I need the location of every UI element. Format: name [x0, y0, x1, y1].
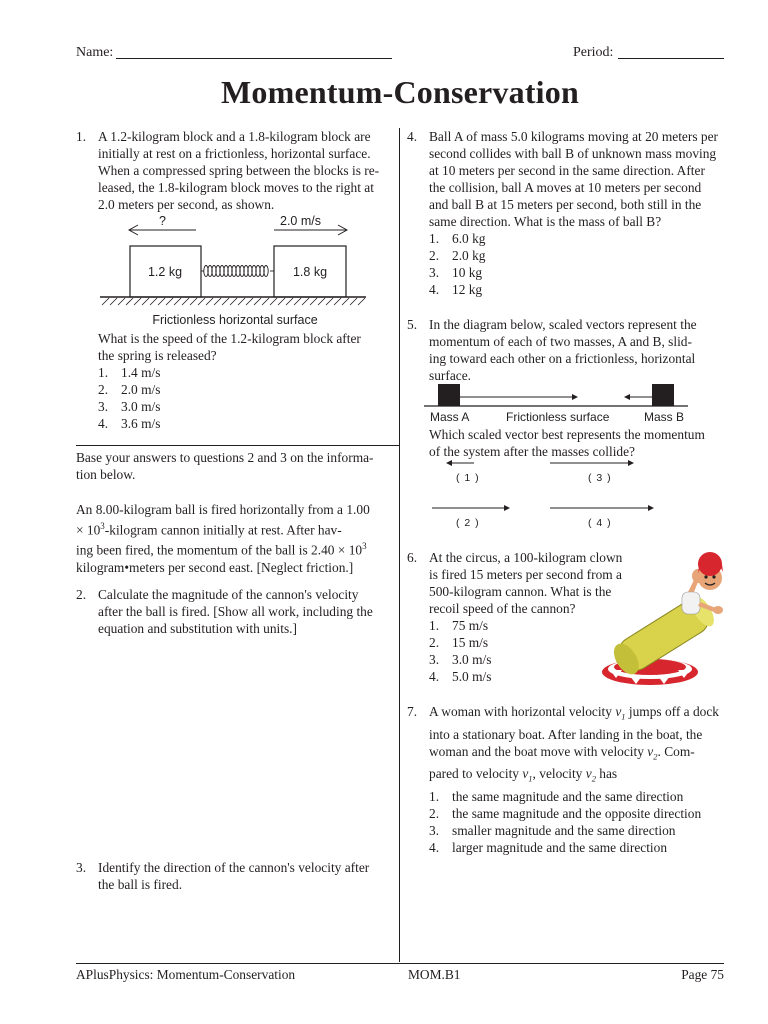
- q6-choice[interactable]: 2. 15 m/s: [429, 635, 489, 650]
- q5-vector-choices[interactable]: [424, 456, 664, 532]
- q5-line: ing toward each other on a frictionless, horizontal: [429, 351, 696, 366]
- q5-line: In the diagram below, scaled vectors represent the: [429, 317, 697, 332]
- q3-answer-space[interactable]: [98, 896, 392, 956]
- q1-spring-diagram: [96, 210, 376, 330]
- q6-choice[interactable]: 4. 5.0 m/s: [429, 669, 492, 684]
- footer-center: MOM.B1: [408, 967, 461, 982]
- compressed-spring: [201, 266, 274, 277]
- q1-question-line: the spring is released?: [98, 348, 217, 363]
- name-blank[interactable]: [116, 58, 392, 59]
- q6-line: recoil speed of the cannon?: [429, 601, 576, 616]
- info-line: ing been fired, the momentum of the ball is $2.40 \times 10^3$: [76, 541, 367, 558]
- vector-choice-1-head: [446, 460, 452, 466]
- mass-b-block: [652, 384, 674, 406]
- q1-choice[interactable]: 1. 1.4 m/s: [98, 365, 161, 380]
- helmet: [698, 552, 722, 576]
- q4-choice[interactable]: 1. 6.0 kg: [429, 231, 486, 246]
- right-block-label: 1.8 kg: [292, 265, 328, 279]
- q7-line: A woman with horizontal velocity $v_1$ jumps off a dock: [429, 704, 720, 722]
- vector-label-3: ( 3 ): [588, 472, 612, 484]
- q2-line: equation and substitution with units.]: [98, 621, 297, 636]
- q7-line: woman and the boat move with velocity $v_2$. Com-: [429, 743, 695, 762]
- mass-b-arrowhead: [624, 394, 630, 400]
- q6-choice[interactable]: 3. 3.0 m/s: [429, 652, 492, 667]
- mass-a-block: [438, 384, 460, 406]
- q1-question: [98, 330, 394, 432]
- q6-number: 6.: [407, 550, 418, 565]
- q4-line: at 10 meters per second in the same direction. After: [429, 163, 705, 178]
- footer-rule: [76, 963, 724, 964]
- info-line: × $10^3$-kilogram cannon initially at rest. After hav-: [76, 521, 342, 538]
- q5-question-line: of the system after the masses collide?: [429, 444, 635, 459]
- q4-choice[interactable]: 2. 2.0 kg: [429, 248, 486, 263]
- shared-intro: [76, 449, 392, 483]
- q7-number: 7.: [407, 704, 418, 719]
- info-line: An 8.00-kilogram ball is fired horizontally from a 1.00: [76, 502, 370, 517]
- period-label: Period:: [573, 45, 614, 60]
- shared-info: [76, 501, 392, 576]
- q6-line: 500-kilogram cannon. What is the: [429, 584, 612, 599]
- column-divider: [399, 128, 400, 962]
- q4-line: same direction. What is the mass of ball B?: [429, 214, 662, 229]
- vector-choice-3-head: [628, 460, 634, 466]
- q1-number: 1.: [76, 129, 87, 144]
- info-line: kilogram•meters per second east. [Neglect friction.]: [76, 559, 354, 575]
- q5-line: momentum of each of two masses, A and B, slid-: [429, 334, 692, 349]
- left-arrow-label: ?: [159, 214, 166, 228]
- period-blank[interactable]: [618, 58, 724, 59]
- q4-number: 4.: [407, 129, 418, 144]
- surface-label: Frictionless horizontal surface: [152, 313, 318, 327]
- footer-left: APlusPhysics: Momentum-Conservation: [76, 967, 296, 982]
- q1-line: leased, the 1.8-kilogram block moves to the right at: [98, 180, 374, 195]
- q7-choice[interactable]: 4. larger magnitude and the same direction: [429, 840, 668, 856]
- left-block-label: 1.2 kg: [147, 265, 183, 279]
- q1-line: A 1.2-kilogram block and a 1.8-kilogram block are: [98, 129, 371, 144]
- q2-line: after the ball is fired. [Show all work, including the: [98, 604, 373, 619]
- q4-line: Ball A of mass 5.0 kilograms moving at 20 meters per: [429, 129, 718, 144]
- q3-line: the ball is fired.: [98, 877, 183, 892]
- mass-a-label: Mass A: [430, 410, 470, 424]
- mass-b-label: Mass B: [644, 410, 685, 424]
- right-arrow-label: 2.0 m/s: [280, 214, 321, 228]
- page-title: Momentum-Conservation: [221, 74, 579, 110]
- vector-choice-4-head: [648, 505, 654, 511]
- q4-choice[interactable]: 3. 10 kg: [429, 265, 483, 280]
- q5-line: surface.: [429, 368, 472, 383]
- q6-line: At the circus, a 100-kilogram clown: [429, 550, 623, 565]
- vector-label-4: ( 4 ): [588, 517, 612, 529]
- q1-line: initially at rest on a frictionless, horizontal surface.: [98, 146, 371, 161]
- q1-line: When a compressed spring between the blocks is re-: [98, 163, 380, 178]
- q5-question-line: Which scaled vector best represents the momentum: [429, 427, 705, 442]
- q7-line: pared to velocity $v_1$, velocity $v_2$ has: [429, 766, 618, 785]
- q3-number: 3.: [76, 860, 87, 875]
- shared-intro-line: tion below.: [76, 467, 136, 482]
- q7-choice[interactable]: 3. smaller magnitude and the same direction: [429, 823, 676, 839]
- q4-line: and ball B at 15 meters per second, both still in the: [429, 197, 702, 212]
- q6-line: is fired 15 meters per second from a: [429, 567, 622, 582]
- q1-question-line: What is the speed of the 1.2-kilogram block after: [98, 331, 361, 346]
- clown: [682, 552, 723, 614]
- vector-label-2: ( 2 ): [456, 517, 480, 529]
- q3-line: Identify the direction of the cannon's velocity after: [98, 860, 370, 875]
- clown-cannon-illustration: [598, 550, 730, 688]
- q2-line: Calculate the magnitude of the cannon's velocity: [98, 587, 359, 602]
- q5-question: [429, 426, 725, 460]
- section-divider: [76, 445, 399, 446]
- name-label: Name:: [76, 45, 114, 60]
- q4-line: second collides with ball B of unknown mass moving: [429, 146, 717, 161]
- q4-choice[interactable]: 4. 12 kg: [429, 282, 483, 297]
- q5-number: 5.: [407, 317, 418, 332]
- surface-hatching: [102, 298, 365, 305]
- q5-masses-diagram: [424, 380, 694, 426]
- q7-choice[interactable]: 2. the same magnitude and the opposite direction: [429, 806, 702, 822]
- q6-choice[interactable]: 1. 75 m/s: [429, 618, 489, 633]
- q7-line: into a stationary boat. After landing in the boat, the: [429, 726, 703, 742]
- vector-label-1: ( 1 ): [456, 472, 480, 484]
- q1-choice[interactable]: 2. 2.0 m/s: [98, 382, 161, 397]
- vector-choice-2-head: [504, 505, 510, 511]
- q1-choice[interactable]: 4. 3.6 m/s: [98, 416, 161, 431]
- q1-choice[interactable]: 3. 3.0 m/s: [98, 399, 161, 414]
- footer-right: Page 75: [681, 967, 724, 982]
- q4-line: the collision, ball A moves at 10 meters per second: [429, 180, 702, 195]
- q7-choice[interactable]: 1. the same magnitude and the same direction: [429, 789, 684, 805]
- q2-answer-space[interactable]: [98, 640, 392, 850]
- frictionless-surface-label: Frictionless surface: [506, 410, 610, 424]
- mass-a-arrowhead: [572, 394, 578, 400]
- q1-line: 2.0 meters per second, as shown.: [98, 197, 275, 212]
- shared-intro-line: Base your answers to questions 2 and 3 on the informa-: [76, 450, 374, 465]
- q2-number: 2.: [76, 587, 87, 602]
